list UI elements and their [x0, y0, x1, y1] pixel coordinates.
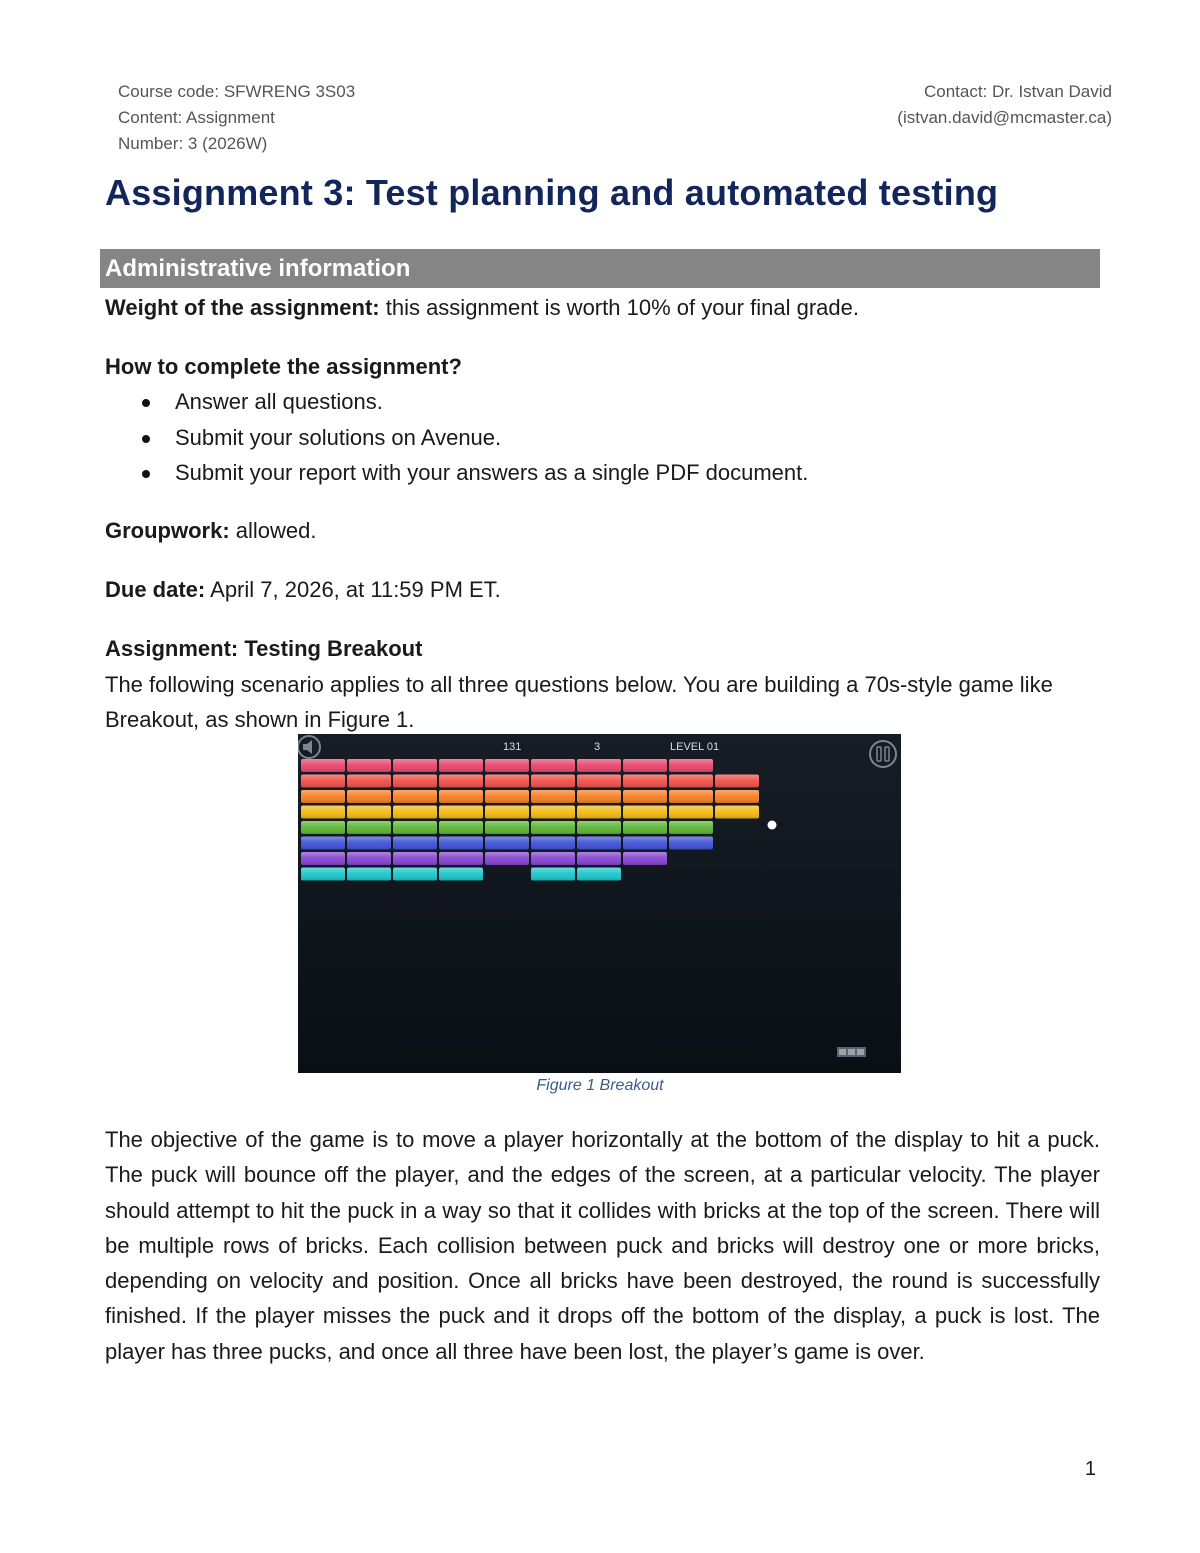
paddle-indicator-icon [837, 1047, 866, 1057]
brick-shine [347, 790, 391, 803]
brick-shine [531, 759, 575, 772]
brick-shine [715, 775, 759, 788]
brick-shine [485, 821, 529, 834]
brick-shine [623, 790, 667, 803]
brick-shine [531, 806, 575, 819]
instructions-list [105, 384, 808, 491]
breakout-figure [298, 734, 901, 1073]
list-item: Submit your report with your answers as a single PDF document. [105, 455, 808, 491]
document-title: Assignment 3: Test planning and automated testing [105, 172, 999, 213]
brick-shine [669, 821, 713, 834]
brick-shine [301, 775, 345, 788]
brick-shine [301, 806, 345, 819]
brick-shine [347, 775, 391, 788]
brick-shine [531, 775, 575, 788]
brick-shine [531, 821, 575, 834]
brick-shine [531, 790, 575, 803]
brick-shine [669, 790, 713, 803]
brick-shine [347, 837, 391, 850]
brick-shine [301, 790, 345, 803]
brick-shine [301, 837, 345, 850]
assignment-heading [105, 631, 422, 666]
list-item: Submit your solutions on Avenue. [105, 420, 808, 456]
how-to-heading [105, 349, 462, 384]
brick-shine [393, 868, 437, 881]
brick-shine [577, 790, 621, 803]
brick-shine [531, 868, 575, 881]
brick-shine [669, 775, 713, 788]
contact-name: Contact: Dr. Istvan David [923, 82, 1112, 101]
brick-shine [393, 837, 437, 850]
brick-shine [393, 759, 437, 772]
brick-shine [669, 837, 713, 850]
figure-caption: Figure 1 Breakout [536, 1077, 664, 1094]
list-item: Answer all questions. [105, 384, 808, 420]
brick-shine [485, 790, 529, 803]
brick-shine [485, 759, 529, 772]
brick-shine [393, 790, 437, 803]
brick-shine [623, 821, 667, 834]
brick-shine [393, 821, 437, 834]
assignment-title: Assignment: Testing Breakout [105, 636, 423, 661]
brick-shine [347, 868, 391, 881]
score-display: 131 [503, 741, 522, 753]
due-date-label: Due date: [105, 577, 206, 602]
brick-shine [439, 868, 483, 881]
brick-shine [393, 806, 437, 819]
brick-shine [439, 837, 483, 850]
brick-shine [669, 806, 713, 819]
puck [768, 821, 777, 830]
due-date-paragraph [105, 572, 501, 607]
brick-shine [439, 775, 483, 788]
brick-shine [669, 759, 713, 772]
content-type: Content: Assignment [118, 108, 275, 127]
weight-text: this assignment is worth 10% of your final grade. [379, 295, 859, 320]
body-paragraph: The objective of the game is to move a player horizontally at the bottom of the display to hit a puck. The puck will bounce off the player, and the edges of the screen, at a particular velocity. The player should attempt to hit the puck in a way so that it collides with bricks at the top of the screen. There will be multiple rows of bricks. Each collision between puck and bricks will destroy one or more bricks, depending on velocity and position. Once all bricks have been destroyed, the round is successfully finished. If the player misses the puck and it drops off the bottom of the display, a puck is lost. The player has three pucks, and once all three have been lost, the player’s game is over. [105, 1127, 1100, 1364]
brick-shine [623, 852, 667, 865]
brick-shine [393, 852, 437, 865]
how-to-label: How to complete the assignment? [105, 354, 462, 379]
brick-shine [485, 806, 529, 819]
lives-display: 3 [594, 741, 601, 753]
brick-shine [715, 790, 759, 803]
assignment-number: Number: 3 (2026W) [118, 134, 268, 153]
brick-shine [485, 775, 529, 788]
groupwork-label: Groupwork: [105, 518, 230, 543]
brick-shine [301, 868, 345, 881]
brick-shine [577, 775, 621, 788]
intro-paragraph: The following scenario applies to all three questions below. You are building a 70s-style game like Breakout, as shown in Figure 1. [105, 672, 1053, 732]
brick-shine [531, 852, 575, 865]
weight-label: Weight of the assignment: [105, 295, 380, 320]
brick-shine [485, 852, 529, 865]
brick-shine [439, 759, 483, 772]
brick-shine [577, 821, 621, 834]
groupwork-text: allowed. [229, 518, 317, 543]
brick-shine [623, 759, 667, 772]
section-heading: Administrative information [100, 249, 1100, 288]
brick-shine [577, 806, 621, 819]
brick-shine [439, 806, 483, 819]
groupwork-paragraph [105, 513, 317, 548]
game-screenshot [298, 734, 901, 1073]
brick-shine [439, 852, 483, 865]
header-left [118, 79, 355, 157]
brick-shine [577, 852, 621, 865]
brick-shine [577, 868, 621, 881]
brick-shine [347, 821, 391, 834]
course-code: Course code: SFWRENG 3S03 [118, 82, 356, 101]
contact-email: (istvan.david@mcmaster.ca) [897, 108, 1112, 127]
brick-shine [301, 852, 345, 865]
due-date-text: April 7, 2026, at 11:59 PM ET. [205, 577, 501, 602]
page-number: 1 [1084, 1458, 1096, 1480]
header-right [897, 79, 1112, 131]
brick-shine [347, 806, 391, 819]
brick-shine [623, 806, 667, 819]
brick-shine [577, 837, 621, 850]
brick-shine [485, 837, 529, 850]
weight-paragraph [105, 290, 859, 325]
brick-shine [347, 852, 391, 865]
brick-shine [301, 759, 345, 772]
brick-shine [393, 775, 437, 788]
brick-shine [531, 837, 575, 850]
level-display: LEVEL 01 [670, 741, 720, 753]
brick-shine [439, 821, 483, 834]
brick-shine [347, 759, 391, 772]
brick-shine [623, 837, 667, 850]
brick-shine [577, 759, 621, 772]
brick-shine [623, 775, 667, 788]
brick-shine [439, 790, 483, 803]
brick-shine [715, 806, 759, 819]
brick-shine [301, 821, 345, 834]
